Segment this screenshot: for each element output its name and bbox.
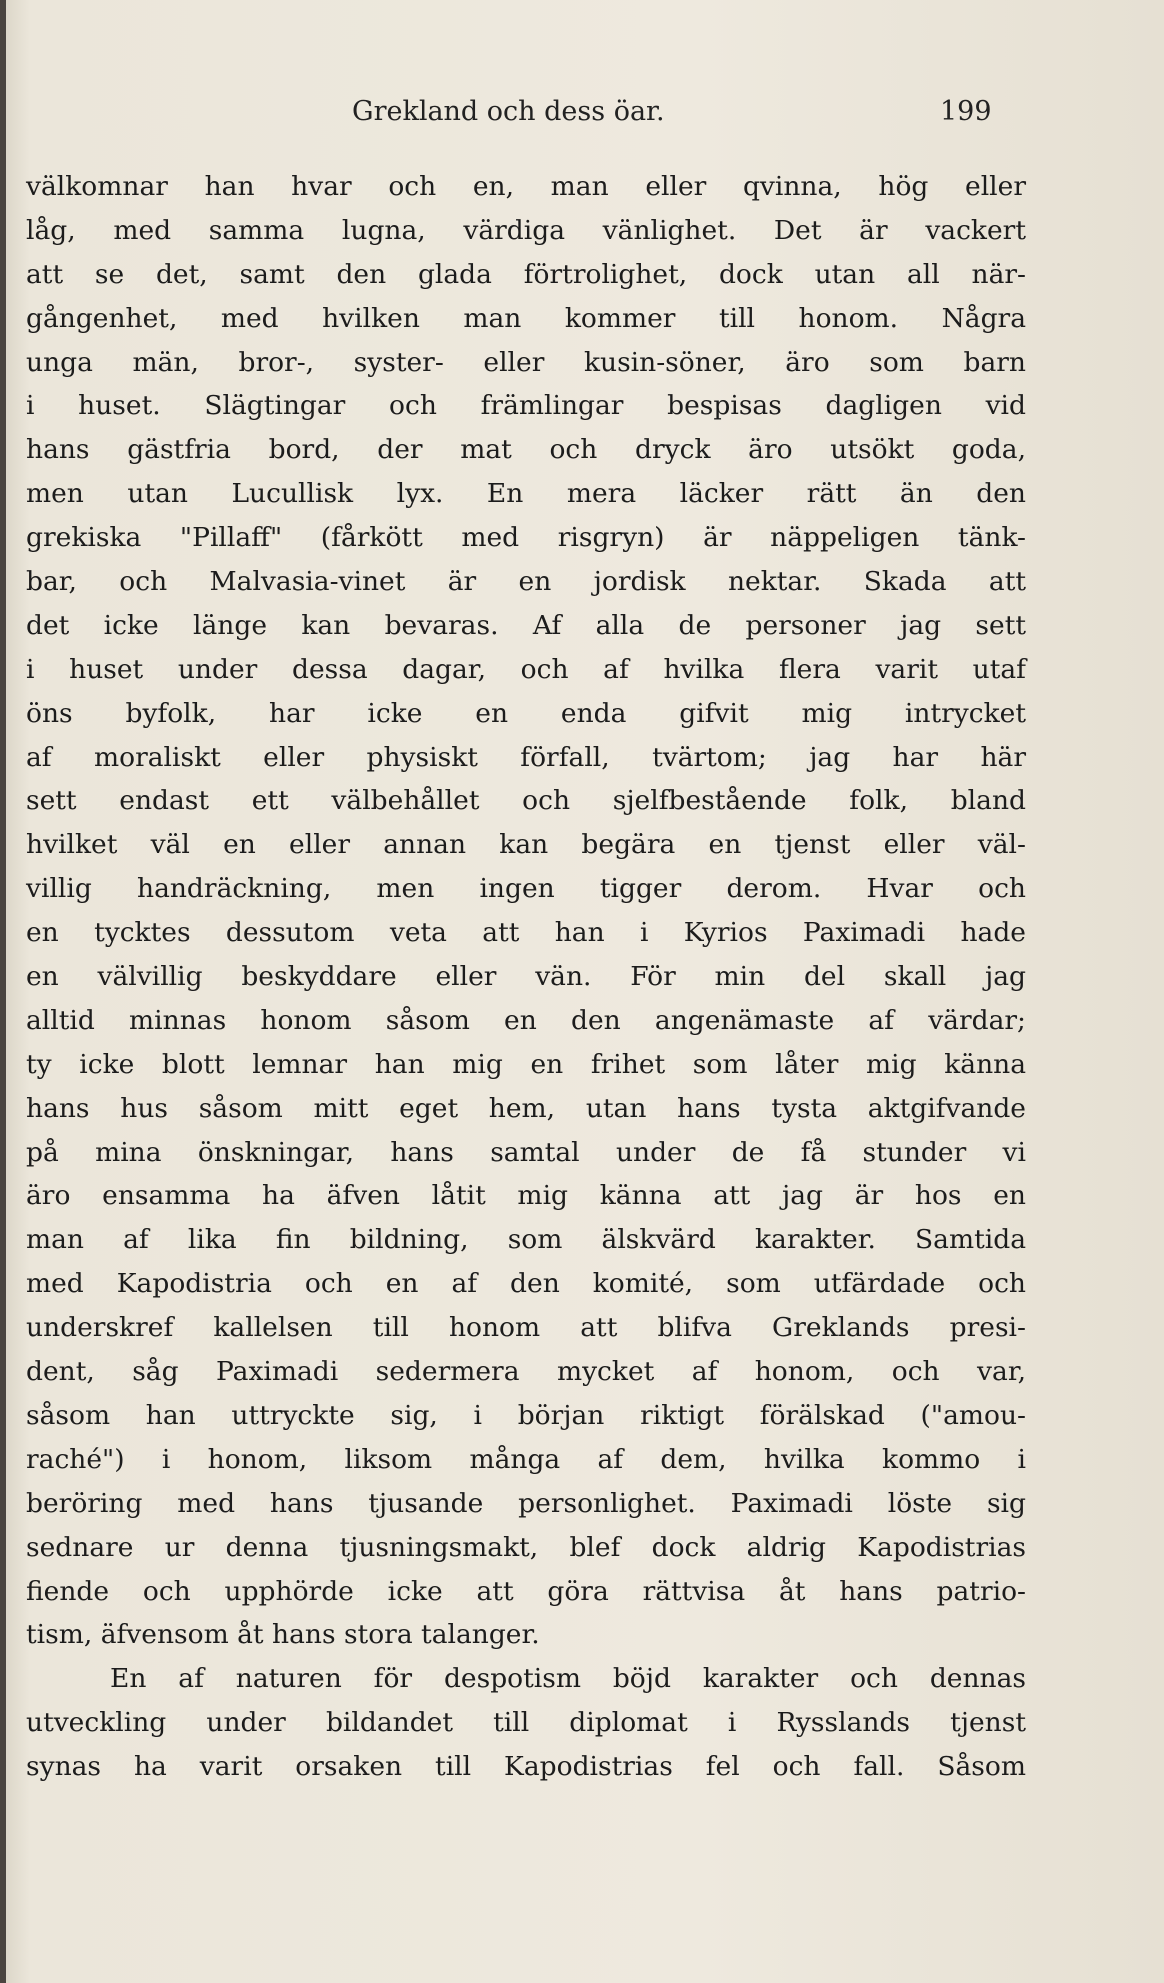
text-line: äro ensamma ha äfven låtit mig känna att jag är hos en [26, 1180, 1026, 1212]
text-line: underskref kallelsen till honom att blifva Greklands presi- [26, 1312, 1026, 1344]
text-line: af moraliskt eller physiskt förfall, tvärtom; jag har här [26, 741, 1026, 773]
text-line: beröring med hans tjusande personlighet. Paximadi löste sig [26, 1487, 1026, 1519]
text-line: öns byfolk, har icke en enda gifvit mig intrycket [26, 697, 1026, 729]
text-line: bar, och Malvasia-vinet är en jordisk nektar. Skada att [26, 566, 1026, 598]
text-line: med Kapodistria och en af den komité, som utfärdade och [26, 1268, 1026, 1300]
text-line: på mina önskningar, hans samtal under de få stunder vi [26, 1136, 1026, 1168]
text-line: hans hus såsom mitt eget hem, utan hans tysta aktgifvande [26, 1092, 1026, 1124]
text-line: utveckling under bildandet till diplomat i Rysslands tjenst [26, 1707, 1026, 1739]
running-header [0, 96, 1164, 136]
text-line: sett endast ett välbehållet och sjelfbestående folk, bland [26, 785, 1026, 817]
text-line: alltid minnas honom såsom en den angenämaste af värdar; [26, 1004, 1026, 1036]
text-line: men utan Lucullisk lyx. En mera läcker rätt än den [26, 478, 1026, 510]
text-line: det icke länge kan bevaras. Af alla de personer jag sett [26, 609, 1026, 641]
text-line: hvilket väl en eller annan kan begära en tjenst eller väl- [26, 829, 1026, 861]
text-line: unga män, bror-, syster- eller kusin-söner, äro som barn [26, 346, 1026, 378]
text-line: man af lika fin bildning, som älskvärd karakter. Samtida [26, 1224, 1026, 1256]
text-line: tism, äfvensom åt hans stora talanger. [26, 1619, 540, 1651]
text-line: välkomnar han hvar och en, man eller qvinna, hög eller [26, 171, 1026, 202]
text-line: synas ha varit orsaken till Kapodistrias fel och fall. Såsom [26, 1751, 1026, 1783]
text-line: hans gästfria bord, der mat och dryck äro utsökt goda, [26, 434, 1026, 466]
page-number: 199 [940, 96, 992, 127]
running-title: Grekland och dess öar. [352, 96, 665, 127]
text-line: en tycktes dessutom veta att han i Kyrios Paximadi hade [26, 917, 1026, 949]
text-line: ty icke blott lemnar han mig en frihet som låter mig känna [26, 1048, 1026, 1080]
text-line: dent, såg Paximadi sedermera mycket af honom, och var, [26, 1356, 1026, 1388]
text-line: i huset. Slägtingar och främlingar bespisas dagligen vid [26, 390, 1026, 422]
text-line: villig handräckning, men ingen tigger derom. Hvar och [26, 873, 1026, 905]
text-line: att se det, samt den glada förtrolighet, dock utan all när- [26, 258, 1026, 290]
text-line: låg, med samma lugna, värdiga vänlighet. Det är vackert [26, 214, 1026, 246]
text-line: såsom han uttryckte sig, i början riktigt förälskad ("amou- [26, 1399, 1026, 1431]
body-text [26, 165, 1026, 1789]
text-line: en välvillig beskyddare eller vän. För min del skall jag [26, 961, 1026, 993]
page-edge-shadow [0, 0, 6, 1983]
text-line: grekiska "Pillaff" (fårkött med risgryn) är näppeligen tänk- [26, 522, 1026, 554]
text-line: i huset under dessa dagar, och af hvilka flera varit utaf [26, 653, 1026, 685]
text-line: fiende och upphörde icke att göra rättvisa åt hans patrio- [26, 1575, 1026, 1607]
paragraph-start-line: En af naturen för despotism böjd karakter och dennas [110, 1663, 1026, 1695]
text-line: sednare ur denna tjusningsmakt, blef dock aldrig Kapodistrias [26, 1531, 1026, 1563]
text-line: raché") i honom, liksom många af dem, hvilka kommo i [26, 1443, 1026, 1475]
text-line: gångenhet, med hvilken man kommer till honom. Några [26, 302, 1026, 334]
